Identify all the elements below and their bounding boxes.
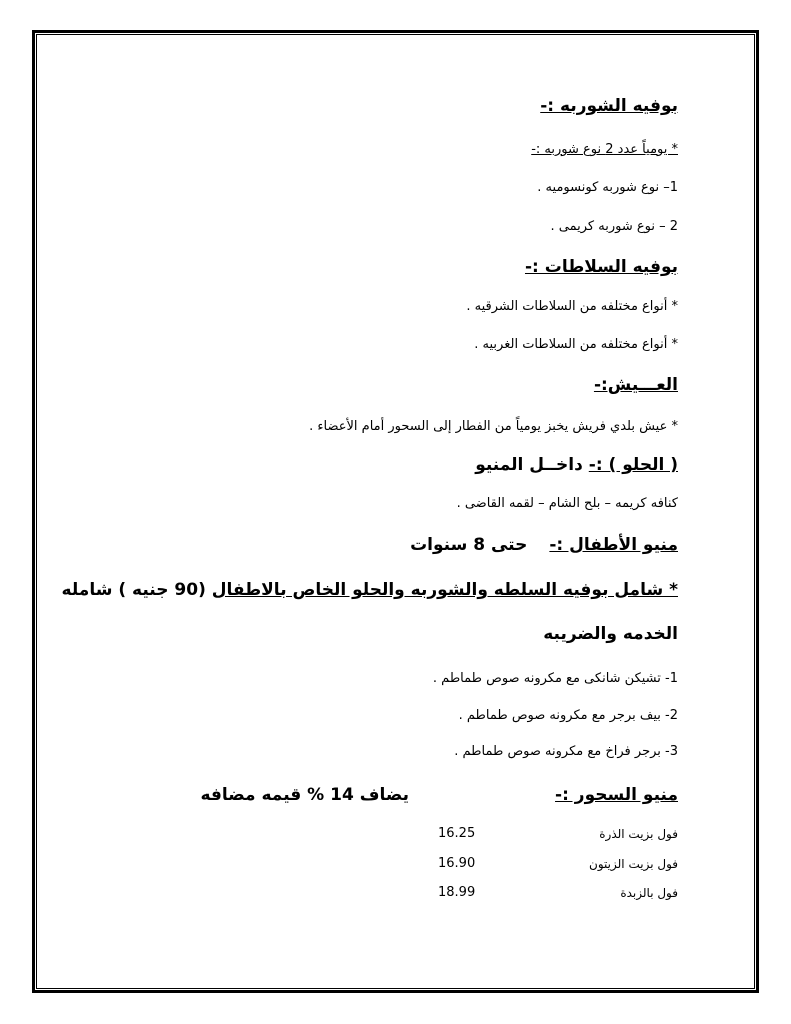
kids-note-line2: الخدمه والضريبه <box>543 624 678 644</box>
kids-item-1: 1- تشيكن شانكى مع مكرونه صوص طماطم . <box>432 671 678 686</box>
salads-heading: بوفيه السلاطات :- <box>524 257 678 277</box>
price-item-name-1: فول بزيت الذرة <box>599 827 678 841</box>
soup-item-1: 1– نوع شوربه كونسوميه . <box>537 180 678 195</box>
kids-heading <box>410 537 678 554</box>
dessert-text: كنافه كريمه – بلح الشام – لقمه القاضى . <box>456 496 678 511</box>
salads-item-2: * أنواع مختلفه من السلاطات الغربيه . <box>474 337 678 352</box>
dessert-heading-label: ( الحلو ) :- <box>588 455 678 475</box>
price-item-value-2: 16.90 <box>438 856 476 871</box>
page-border-inner <box>36 34 755 989</box>
price-item-value-3: 18.99 <box>438 885 476 900</box>
dessert-heading-note: داخــل المنيو <box>475 455 589 475</box>
suhoor-tax-note: يضاف 14 % قيمه مضافه <box>200 785 409 805</box>
kids-item-3: 3- برجر فراخ مع مكرونه صوص طماطم . <box>454 744 678 759</box>
soup-heading: بوفيه الشوربه :- <box>540 96 678 116</box>
price-item-name-2: فول بزيت الزيتون <box>589 857 678 871</box>
soup-item-2: 2 – نوع شوربه كريمى . <box>550 219 678 234</box>
kids-heading-label: منيو الأطفال :- <box>549 535 678 555</box>
kids-note-label: * شامل بوفيه السلطه والشوربه والحلو الخاص بالاطفال <box>211 580 678 600</box>
kids-note <box>62 582 678 599</box>
bread-heading: العـــيش:- <box>593 375 678 395</box>
bread-text: * عيش بلدي فريش يخبز يومياً من الفطار إلى السحور أمام الأعضاء . <box>309 419 678 434</box>
kids-item-2: 2- بيف برجر مع مكرونه صوص طماطم . <box>458 708 678 723</box>
soup-intro: * يومياً عدد 2 نوع شوربه :- <box>531 142 678 157</box>
salads-item-1: * أنواع مختلفه من السلاطات الشرقيه . <box>466 299 678 314</box>
price-item-value-1: 16.25 <box>438 826 476 841</box>
suhoor-heading: منيو السحور :- <box>555 785 678 805</box>
kids-heading-age: حتى 8 سنوات <box>410 535 528 555</box>
price-item-name-3: فول بالزبدة <box>620 886 678 900</box>
kids-note-price: (90 جنيه ) شامله <box>61 580 212 600</box>
dessert-heading <box>475 457 678 474</box>
